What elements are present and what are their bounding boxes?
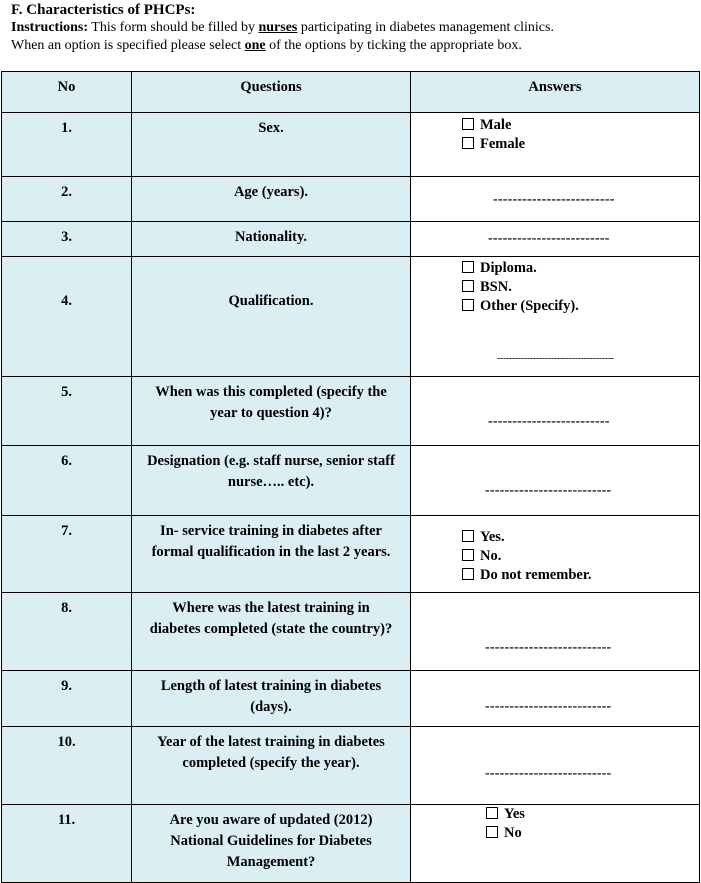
answer-cell[interactable] <box>411 446 700 516</box>
characteristics-table <box>1 71 700 883</box>
instructions-emphasis: nurses <box>258 20 298 35</box>
instructions-line <box>11 19 701 37</box>
table-row <box>2 805 700 883</box>
option-yes[interactable] <box>462 528 592 547</box>
row-number: 4. <box>2 257 132 377</box>
question-text: Nationality. <box>234 229 308 245</box>
column-header-questions: Questions <box>132 72 411 113</box>
table-row <box>2 113 700 177</box>
selection-instructions-line <box>11 37 701 55</box>
checkbox[interactable] <box>486 826 498 838</box>
question-text: Sex. <box>258 120 284 136</box>
answer-cell[interactable] <box>411 377 700 446</box>
row-number: 10. <box>2 727 132 805</box>
instructions-text-pre: This form should be filled by <box>88 20 259 35</box>
option-diploma[interactable] <box>462 259 579 278</box>
answer-blank[interactable]: ------------------------- <box>488 414 610 429</box>
row-number: 6. <box>2 446 132 516</box>
row-number: 3. <box>2 222 132 257</box>
question-text: Designation (e.g. staff nurse, senior staff nurse….. etc). <box>147 453 395 490</box>
row-number: 8. <box>2 593 132 671</box>
question-text: Length of latest training in diabetes (days). <box>160 678 382 715</box>
column-header-no: No <box>2 72 132 113</box>
option-other[interactable] <box>462 297 579 316</box>
checkbox[interactable] <box>462 549 474 561</box>
section-title: F. Characteristics of PHCPs: <box>11 2 196 18</box>
row-number: 11. <box>2 805 132 883</box>
option-yes[interactable] <box>486 805 525 824</box>
form-header <box>11 0 701 55</box>
option-female[interactable] <box>462 135 525 154</box>
answer-cell <box>411 113 700 177</box>
checkbox[interactable] <box>462 137 474 149</box>
answer-blank[interactable]: -------------------------- <box>485 766 612 781</box>
checkbox[interactable] <box>462 530 474 542</box>
answer-blank[interactable]: ------------------------- <box>493 192 615 207</box>
option-label: No. <box>480 548 502 564</box>
instructions-label: Instructions: <box>11 20 89 35</box>
option-no[interactable] <box>486 824 525 843</box>
option-bsn[interactable] <box>462 278 579 297</box>
option-label: Male <box>480 117 512 133</box>
selection-emphasis: one <box>244 38 266 53</box>
option-do-not-remember[interactable] <box>462 566 592 585</box>
table-row <box>2 727 700 805</box>
answer-cell[interactable] <box>411 727 700 805</box>
option-label: Yes. <box>480 529 505 545</box>
answer-cell[interactable] <box>411 177 700 222</box>
option-label: No <box>504 825 522 841</box>
question-text: In- service training in diabetes after formal qualification in the last 2 years. <box>151 523 391 560</box>
question-text: Age (years). <box>233 184 309 200</box>
checkbox[interactable] <box>462 568 474 580</box>
answer-blank[interactable]: -------------------------- <box>485 483 612 498</box>
option-label: Other (Specify). <box>480 298 579 314</box>
selection-text-post: of the options by ticking the appropriate box. <box>265 38 522 53</box>
table-row <box>2 671 700 727</box>
table-row <box>2 222 700 257</box>
question-text: Qualification. <box>228 293 314 309</box>
checkbox[interactable] <box>462 261 474 273</box>
row-number: 7. <box>2 516 132 593</box>
table-row <box>2 446 700 516</box>
answer-blank[interactable]: ------------------------- <box>488 231 610 246</box>
table-row <box>2 516 700 593</box>
answer-cell <box>411 805 700 883</box>
checkbox[interactable] <box>462 299 474 311</box>
option-label: BSN. <box>480 279 512 295</box>
table-row <box>2 177 700 222</box>
checkbox[interactable] <box>486 807 498 819</box>
answer-cell <box>411 516 700 593</box>
question-text: Year of the latest training in diabetes completed (specify the year). <box>157 734 385 771</box>
option-label: Diploma. <box>480 260 537 276</box>
selection-text-pre: When an option is specified please select <box>11 38 245 53</box>
answer-blank[interactable]: -------------------------- <box>485 640 612 655</box>
table-header-row <box>2 72 700 113</box>
other-specify-blank[interactable]: --------------------------------------- <box>497 353 614 363</box>
row-number: 2. <box>2 177 132 222</box>
table-row <box>2 593 700 671</box>
option-label: Female <box>480 136 526 152</box>
row-number: 9. <box>2 671 132 727</box>
question-text: Are you aware of updated (2012) National Guidelines for Diabetes Management? <box>169 812 373 870</box>
table-row <box>2 377 700 446</box>
answer-cell[interactable] <box>411 222 700 257</box>
answer-cell[interactable] <box>411 671 700 727</box>
answer-cell <box>411 257 700 377</box>
instructions-text-post: participating in diabetes management clinics. <box>297 20 554 35</box>
row-number: 1. <box>2 113 132 177</box>
table-row <box>2 257 700 377</box>
answer-cell[interactable] <box>411 593 700 671</box>
option-label: Yes <box>504 806 525 822</box>
option-label: Do not remember. <box>480 567 592 583</box>
question-text: When was this completed (specify the year to question 4)? <box>155 384 387 421</box>
answer-blank[interactable]: -------------------------- <box>485 699 612 714</box>
option-no[interactable] <box>462 547 592 566</box>
option-male[interactable] <box>462 116 525 135</box>
column-header-answers: Answers <box>411 72 700 113</box>
row-number: 5. <box>2 377 132 446</box>
question-text: Where was the latest training in diabetes completed (state the country)? <box>149 600 393 637</box>
checkbox[interactable] <box>462 118 474 130</box>
checkbox[interactable] <box>462 280 474 292</box>
